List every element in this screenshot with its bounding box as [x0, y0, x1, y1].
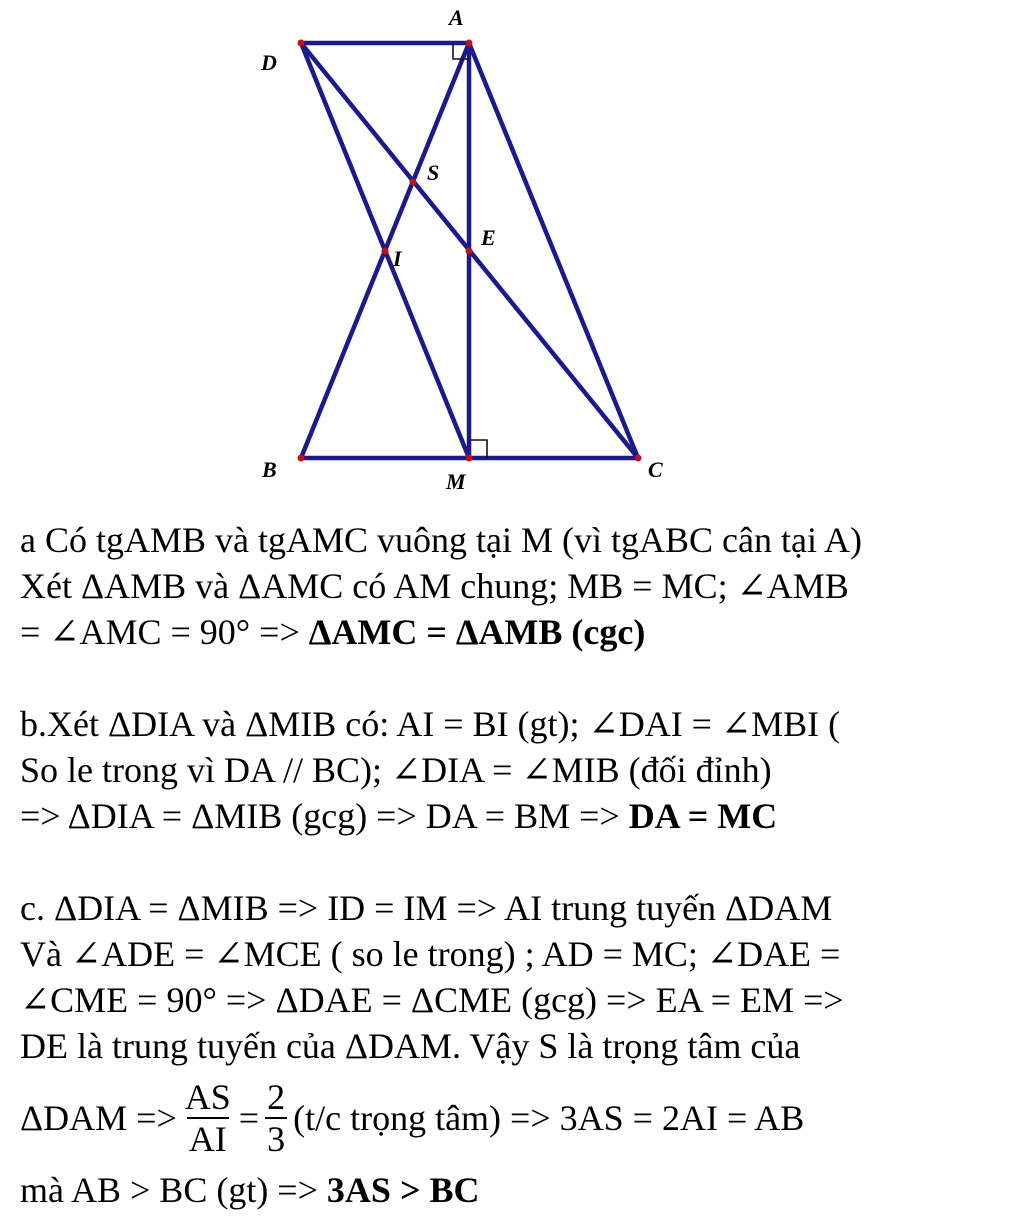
part-a-line-1: a Có tgAMB và tgAMC vuông tại M (vì tgABC cân tại A): [20, 520, 862, 560]
part-b-line-3: [20, 793, 1010, 839]
label-a: A: [449, 5, 464, 30]
point-s: [410, 179, 417, 186]
fraction-1-denominator: AI: [188, 1119, 227, 1159]
point-i: [382, 248, 389, 255]
part-c-line-5-prefix: ΔDAM =>: [20, 1098, 177, 1138]
part-b-conclusion: DA = MC: [628, 796, 778, 836]
part-b-line-2: So le trong vì DA // BC); ∠DIA = ∠MIB (đối đỉnh): [20, 750, 772, 790]
equals-sign: =: [238, 1098, 260, 1138]
part-a-line-3-text: = ∠AMC = 90° =>: [20, 612, 309, 652]
point-e: [466, 248, 473, 255]
part-c-line-2: Và ∠ADE = ∠MCE ( so le trong) ; AD = MC; ∠DAE =: [20, 934, 841, 974]
label-b: B: [262, 457, 277, 482]
part-c-line-4: DE là trung tuyến của ΔDAM. Vậy S là trọng tâm của: [20, 1026, 801, 1066]
part-b-line-1: b.Xét ΔDIA và ΔMIB có: AI = BI (gt); ∠DAI = ∠MBI (: [20, 704, 841, 744]
part-a-conclusion: ΔAMC = ΔAMB (cgc): [308, 612, 646, 652]
part-b-line-3-text: => ΔDIA = ΔMIB (gcg) => DA = BM =>: [20, 796, 629, 836]
label-i: I: [393, 246, 402, 271]
part-c-line-3: ∠CME = 90° => ΔDAE = ΔCME (gcg) => EA = EM =>: [20, 980, 844, 1020]
geometry-figure: [0, 0, 1024, 510]
segment-ac: [469, 43, 638, 458]
point-m: [466, 455, 473, 462]
part-c-line-5-suffix: (t/c trọng tâm) => 3AS = 2AI = AB: [293, 1098, 805, 1138]
fraction-two-thirds: [265, 1077, 287, 1159]
point-c: [635, 455, 642, 462]
point-d: [298, 40, 305, 47]
solution-text: [20, 517, 1010, 1213]
right-angle-marker-m: [469, 440, 487, 458]
fraction-2-numerator: 2: [267, 1077, 286, 1117]
point-b: [298, 455, 305, 462]
label-m: M: [446, 469, 466, 494]
part-a-line-3: [20, 609, 1010, 655]
label-c: C: [648, 457, 663, 482]
part-c-line-1: c. ΔDIA = ΔMIB => ID = IM => AI trung tuyến ΔDAM: [20, 888, 833, 928]
label-s: S: [427, 160, 440, 185]
label-d: D: [261, 50, 277, 75]
fraction-1-numerator: AS: [184, 1077, 231, 1117]
part-c-line-5: [20, 1069, 1010, 1167]
part-c-conclusion: 3AS > BC: [326, 1170, 480, 1210]
part-c-line-6: [20, 1167, 1010, 1213]
fraction-2-denominator: 3: [267, 1119, 286, 1159]
part-c-line-6-text: mà AB > BC (gt) =>: [20, 1170, 327, 1210]
label-e: E: [481, 225, 496, 250]
part-a-line-2: Xét ΔAMB và ΔAMC có AM chung; MB = MC; ∠AMB: [20, 566, 849, 606]
point-a: [466, 40, 473, 47]
fraction-as-over-ai: [183, 1077, 233, 1159]
